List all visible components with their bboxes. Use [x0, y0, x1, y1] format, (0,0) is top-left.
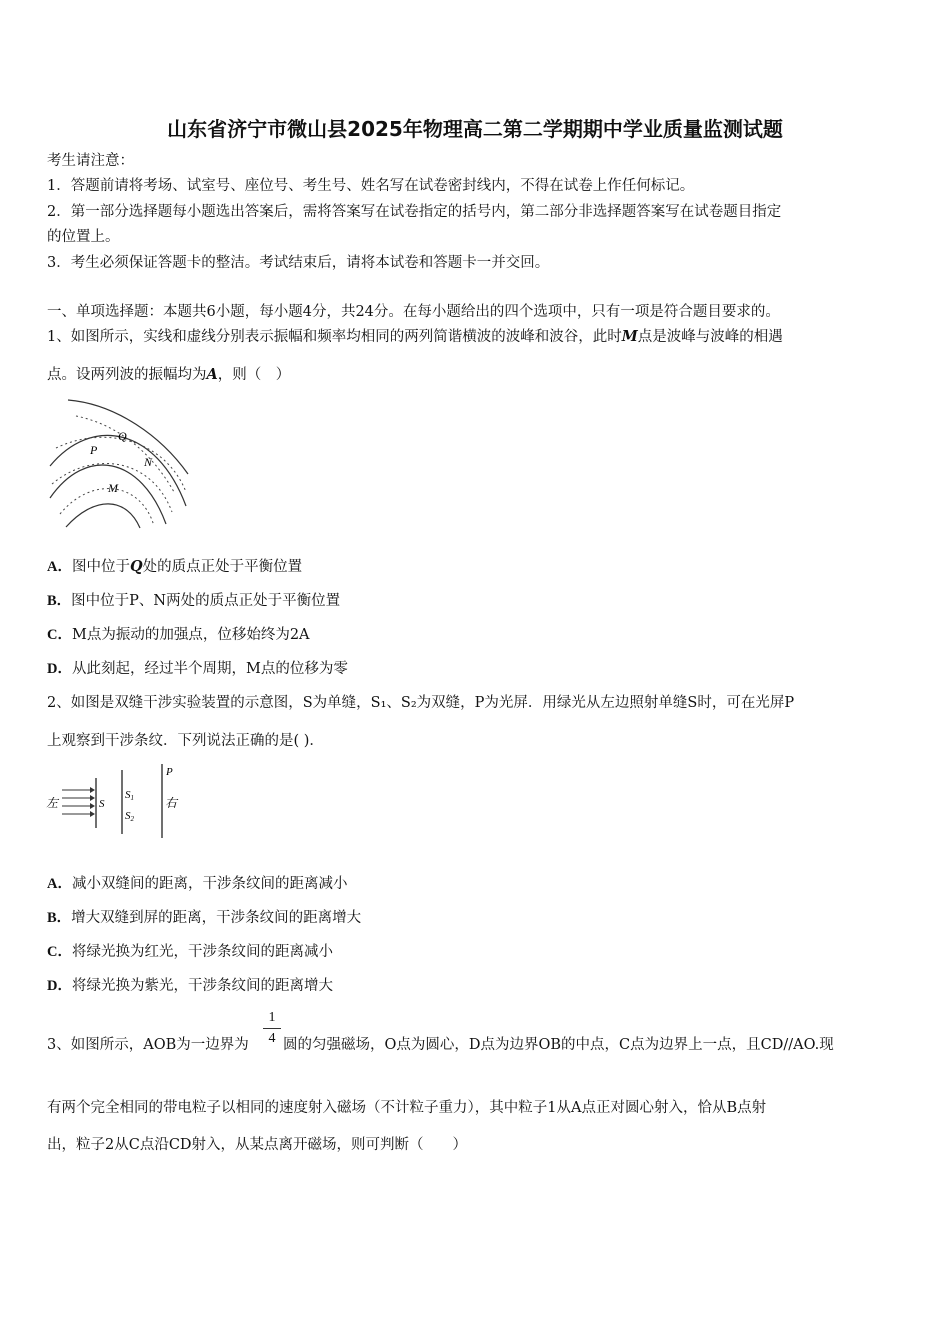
q1-var-a: A	[206, 366, 218, 383]
notice-item: 3．考生必须保证答题卡的整洁。考试结束后，请将本试卷和答题卡一并交回。	[47, 255, 550, 271]
notice-heading: 考生请注意：	[47, 153, 134, 169]
label-p: P	[166, 766, 173, 778]
option-text: 将绿光换为紫光，干涉条纹间的距离增大	[71, 978, 333, 994]
q1-stem-text: 1、如图所示，实线和虚线分别表示振幅和频率均相同的两列简谐横波的波峰和波谷，此时	[47, 329, 622, 345]
q2-option-a[interactable]	[47, 875, 347, 893]
q2-stem-line1: 2、如图是双缝干涉实验装置的示意图，S为单缝，S₁、S₂为双缝，P为光屏．用绿光从左边照射单缝S时，可在光屏P	[47, 695, 795, 711]
option-letter: C．	[47, 627, 72, 643]
option-letter: B．	[47, 910, 72, 926]
crest-arc	[68, 400, 188, 474]
option-text: M点为振动的加强点，位移始终为2A	[71, 627, 310, 643]
q2-option-c[interactable]	[47, 943, 333, 961]
arrow-heads	[90, 787, 95, 817]
option-letter: B．	[47, 593, 72, 609]
q1-var-m: M	[621, 328, 638, 345]
q1-stem-text: ，则（ ）	[217, 367, 291, 383]
fraction-denominator: 4	[268, 1031, 276, 1046]
q3-fraction	[263, 1010, 281, 1047]
option-letter: A．	[47, 559, 72, 575]
q1-stem-line2	[47, 366, 290, 384]
label-s2-sub: 2	[130, 815, 134, 823]
q2-double-slit-figure	[46, 762, 186, 840]
option-text: 将绿光换为红光，干涉条纹间的距离减小	[71, 944, 333, 960]
option-text: 图中位于	[71, 559, 130, 575]
trough-arc	[56, 437, 186, 492]
notice-item: 1．答题前请将考场、试室号、座位号、考生号、姓名写在试卷密封线内，不得在试卷上作任何标记。	[47, 178, 695, 194]
crest-arc	[50, 435, 186, 506]
label-left: 左	[46, 796, 59, 810]
page-title: 山东省济宁市微山县2025年物理高二第二学期期中学业质量监测试题	[167, 117, 783, 141]
light-rays	[62, 790, 90, 814]
q2-option-b[interactable]	[47, 909, 361, 927]
label-right: 右	[165, 796, 178, 810]
option-var: Q	[129, 558, 143, 575]
label-s: S	[99, 798, 105, 810]
q1-option-d[interactable]	[47, 660, 348, 678]
q1-solid-crests	[50, 400, 188, 528]
option-letter: C．	[47, 944, 72, 960]
q3-stem-line2: 有两个完全相同的带电粒子以相同的速度射入磁场（不计粒子重力），其中粒子1从A点正对圆心射入，恰从B点射	[47, 1100, 767, 1116]
q1-option-b[interactable]	[47, 592, 340, 610]
label-s2-letter: S	[125, 810, 131, 822]
label-s1-letter: S	[125, 789, 131, 801]
q3-stem-line3: 出，粒子2从C点沿CD射入，从某点离开磁场，则可判断（ ）	[47, 1137, 468, 1153]
arrow-head-icon	[90, 787, 95, 793]
q1-option-a[interactable]	[47, 558, 302, 576]
q1-stem-text: 点。设两列波的振幅均为	[47, 367, 207, 383]
q1-option-c[interactable]	[47, 626, 310, 644]
option-text: 减小双缝间的距离，干涉条纹间的距离减小	[71, 876, 348, 892]
notice-item: 2．第一部分选择题每小题选出答案后，需将答案写在试卷指定的括号内，第二部分非选择题答案写在试卷题目指定	[47, 204, 782, 220]
label-n: N	[144, 455, 153, 469]
option-letter: D．	[47, 661, 72, 677]
q1-stem-line1	[47, 328, 783, 346]
option-letter: A．	[47, 876, 72, 892]
arrow-head-icon	[90, 811, 95, 817]
section-heading: 一、单项选择题：本题共6小题，每小题4分，共24分。在每小题给出的四个选项中，只有一项是符合题目要求的。	[47, 304, 780, 320]
trough-arc	[60, 489, 154, 526]
option-text: 增大双缝到屏的距离，干涉条纹间的距离增大	[71, 910, 362, 926]
label-m: M	[108, 481, 118, 495]
arrow-head-icon	[90, 803, 95, 809]
label-s1-sub: 1	[130, 794, 134, 802]
fraction-bar	[263, 1028, 281, 1029]
option-letter: D．	[47, 978, 72, 994]
notice-item: 的位置上。	[47, 229, 120, 245]
q3-stem-line1-pre: 3、如图所示，AOB为一边界为	[47, 1037, 249, 1053]
label-q: Q	[118, 429, 127, 443]
label-s1	[125, 789, 134, 802]
option-text: 从此刻起，经过半个周期，M点的位移为零	[71, 661, 348, 677]
arrow-head-icon	[90, 795, 95, 801]
q2-option-d[interactable]	[47, 977, 333, 995]
q1-stem-text: 点是波峰与波峰的相遇	[637, 329, 783, 345]
option-text: 图中位于P、N两处的质点正处于平衡位置	[71, 593, 341, 609]
label-p: P	[90, 443, 98, 457]
fraction-numerator: 1	[268, 1010, 276, 1025]
q3-stem-line1-post: 圆的匀强磁场，O点为圆心，D点为边界OB的中点，C点为边界上一点，且CD//AO.现	[283, 1037, 834, 1053]
q1-wave-figure	[46, 396, 196, 531]
q2-stem-line2: 上观察到干涉条纹．下列说法正确的是( )．	[47, 733, 324, 749]
option-text: 处的质点正处于平衡位置	[142, 559, 303, 575]
crest-arc	[66, 504, 140, 528]
label-s2	[125, 810, 135, 823]
